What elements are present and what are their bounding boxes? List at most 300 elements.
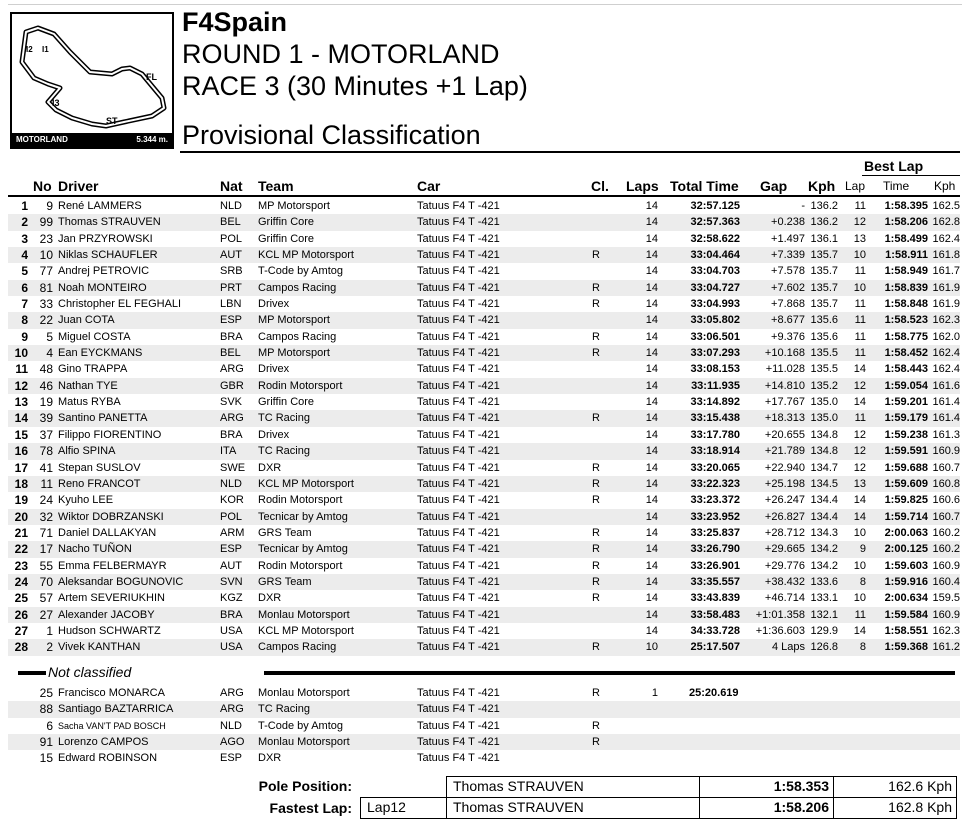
car-model: Tatuus F4 T -421 bbox=[417, 428, 500, 441]
car-number: 5 bbox=[46, 329, 53, 344]
best-lap-time: 1:58.848 bbox=[884, 298, 928, 311]
track-map-icon bbox=[12, 14, 172, 134]
total-time: 33:06.501 bbox=[690, 330, 740, 343]
car-model: Tatuus F4 T -421 bbox=[417, 526, 500, 539]
position: 11 bbox=[15, 362, 28, 377]
class: R bbox=[592, 559, 600, 572]
best-lap-number: 12 bbox=[853, 216, 866, 229]
average-kph: 134.2 bbox=[810, 559, 838, 572]
total-time: 32:58.622 bbox=[690, 232, 740, 245]
total-time: 32:57.363 bbox=[690, 216, 740, 229]
car-number: 25 bbox=[39, 686, 53, 700]
laps: 14 bbox=[645, 412, 658, 425]
driver-name: Sacha VAN'T PAD BOSCH bbox=[58, 720, 166, 731]
laps: 14 bbox=[645, 461, 658, 474]
team-name: DXR bbox=[258, 592, 282, 605]
car-model: Tatuus F4 T -421 bbox=[417, 281, 500, 294]
nationality: ITA bbox=[220, 445, 237, 458]
pole-kph: 162.6 Kph bbox=[833, 776, 957, 798]
class: R bbox=[592, 330, 600, 343]
gap: +8.677 bbox=[771, 314, 805, 327]
laps: 14 bbox=[645, 494, 658, 507]
position: 6 bbox=[21, 280, 28, 295]
car-number: 99 bbox=[39, 215, 53, 230]
result-row bbox=[8, 574, 960, 590]
class: R bbox=[592, 592, 600, 605]
total-time: 33:15.438 bbox=[690, 412, 740, 425]
position: 4 bbox=[21, 248, 28, 263]
best-lap-kph: 161.9 bbox=[932, 281, 960, 294]
total-time: 33:26.901 bbox=[690, 559, 740, 572]
best-lap-time: 1:58.206 bbox=[884, 216, 928, 229]
col-gap: Gap bbox=[760, 178, 788, 194]
car-number: 70 bbox=[39, 574, 53, 589]
best-lap-number: 11 bbox=[854, 298, 866, 311]
car-number: 37 bbox=[39, 427, 53, 442]
class: R bbox=[592, 719, 600, 732]
col-kph: Kph bbox=[808, 178, 836, 194]
title-rule bbox=[180, 151, 960, 153]
gap: +1:36.603 bbox=[755, 624, 805, 637]
result-row bbox=[8, 214, 960, 230]
best-lap-kph: 161.4 bbox=[932, 412, 960, 425]
car-model: Tatuus F4 T -421 bbox=[417, 736, 500, 749]
nationality: POL bbox=[220, 232, 243, 245]
best-lap-time: 2:00.063 bbox=[884, 526, 928, 539]
best-lap-number: 10 bbox=[853, 526, 866, 539]
position: 1 bbox=[21, 199, 28, 213]
total-time: 33:04.464 bbox=[690, 249, 740, 262]
driver-name: Ean EYCKMANS bbox=[58, 347, 143, 360]
total-time: 33:43.839 bbox=[690, 592, 740, 605]
best-lap-kph: 160.2 bbox=[932, 526, 960, 539]
result-row bbox=[8, 312, 960, 328]
best-lap-number: 13 bbox=[853, 477, 866, 490]
col-no: No bbox=[33, 178, 52, 194]
car-model: Tatuus F4 T -421 bbox=[417, 200, 500, 212]
result-row bbox=[8, 476, 960, 492]
nationality: USA bbox=[220, 624, 243, 637]
best-lap-time: 1:59.368 bbox=[884, 641, 928, 654]
best-lap-kph: 160.7 bbox=[932, 510, 960, 523]
best-lap-time: 1:58.395 bbox=[884, 200, 928, 212]
total-time: 33:25.837 bbox=[690, 526, 740, 539]
laps: 14 bbox=[645, 232, 658, 245]
result-row bbox=[8, 623, 960, 639]
total-time: 33:26.790 bbox=[690, 543, 740, 556]
gap: +7.602 bbox=[771, 281, 805, 294]
average-kph: 135.5 bbox=[810, 363, 838, 376]
result-row bbox=[8, 590, 960, 606]
team-name: KCL MP Motorsport bbox=[258, 477, 354, 490]
gap: +28.712 bbox=[764, 526, 805, 539]
team-name: Drivex bbox=[258, 428, 290, 441]
total-time: 34:33.728 bbox=[690, 624, 740, 637]
gap: - bbox=[801, 200, 805, 212]
driver-name: Christopher EL FEGHALI bbox=[58, 298, 182, 311]
best-lap-time: 1:59.584 bbox=[884, 608, 928, 621]
nationality: BRA bbox=[220, 608, 243, 621]
gap: +1:01.358 bbox=[755, 608, 805, 621]
not-classified-header bbox=[8, 663, 960, 681]
best-lap-kph: 161.9 bbox=[932, 298, 960, 311]
best-lap-time: 1:59.609 bbox=[884, 477, 928, 490]
best-lap-number: 12 bbox=[853, 461, 866, 474]
nationality: AUT bbox=[220, 559, 242, 572]
best-lap-time: 1:59.201 bbox=[884, 396, 928, 409]
team-name: T-Code by Amtog bbox=[258, 265, 343, 278]
not-classified-row bbox=[8, 750, 960, 766]
result-row bbox=[8, 378, 960, 394]
laps: 14 bbox=[645, 428, 658, 441]
gap: +38.432 bbox=[764, 575, 805, 588]
result-row bbox=[8, 410, 960, 426]
team-name: Drivex bbox=[258, 363, 290, 376]
laps: 14 bbox=[645, 526, 658, 539]
car-number: 57 bbox=[39, 591, 53, 606]
nationality: PRT bbox=[220, 281, 242, 294]
best-lap-time: 1:59.688 bbox=[884, 461, 928, 474]
best-lap-time: 1:58.551 bbox=[884, 624, 928, 637]
corner-label: ST bbox=[106, 116, 118, 126]
fastest-driver: Thomas STRAUVEN bbox=[446, 797, 700, 819]
gap: +25.198 bbox=[764, 477, 805, 490]
car-model: Tatuus F4 T -421 bbox=[417, 216, 500, 229]
driver-name: Thomas STRAUVEN bbox=[58, 216, 161, 229]
car-model: Tatuus F4 T -421 bbox=[417, 232, 500, 245]
car-model: Tatuus F4 T -421 bbox=[417, 592, 500, 605]
best-lap-number: 12 bbox=[853, 379, 866, 392]
car-number: 78 bbox=[39, 444, 53, 459]
result-row bbox=[8, 541, 960, 557]
position: 24 bbox=[14, 574, 28, 589]
team-name: MP Motorsport bbox=[258, 314, 330, 327]
laps: 14 bbox=[645, 477, 658, 490]
car-number: 1 bbox=[46, 623, 53, 638]
not-classified-row bbox=[8, 718, 960, 734]
team-name: MP Motorsport bbox=[258, 347, 330, 360]
driver-name: Lorenzo CAMPOS bbox=[58, 736, 149, 749]
average-kph: 136.1 bbox=[810, 232, 838, 245]
best-lap-time: 1:59.238 bbox=[884, 428, 928, 441]
average-kph: 134.5 bbox=[810, 477, 838, 490]
car-model: Tatuus F4 T -421 bbox=[417, 543, 500, 556]
laps: 14 bbox=[645, 363, 658, 376]
team-name: TC Racing bbox=[258, 703, 310, 716]
driver-name: Stepan SUSLOV bbox=[58, 461, 141, 474]
car-model: Tatuus F4 T -421 bbox=[417, 494, 500, 507]
position: 16 bbox=[14, 444, 28, 459]
driver-name: Alexander JACOBY bbox=[58, 608, 155, 621]
class: R bbox=[592, 347, 600, 360]
car-number: 2 bbox=[46, 640, 53, 655]
logo-footer bbox=[12, 133, 172, 147]
driver-name: Francisco MONARCA bbox=[58, 687, 165, 699]
team-name: T-Code by Amtog bbox=[258, 719, 343, 732]
laps: 14 bbox=[645, 379, 658, 392]
best-lap-kph: 162.3 bbox=[932, 624, 960, 637]
best-lap-time: 2:00.634 bbox=[884, 592, 928, 605]
average-kph: 133.6 bbox=[810, 575, 838, 588]
best-lap-time: 1:58.443 bbox=[884, 363, 928, 376]
best-lap-number: 11 bbox=[854, 265, 866, 278]
result-row bbox=[8, 607, 960, 623]
result-row bbox=[8, 394, 960, 410]
position: 26 bbox=[14, 607, 28, 622]
position: 19 bbox=[14, 493, 28, 508]
best-lap-time: 1:58.523 bbox=[884, 314, 928, 327]
average-kph: 135.6 bbox=[810, 330, 838, 343]
laps: 14 bbox=[645, 624, 658, 637]
top-rule bbox=[8, 4, 962, 5]
result-row bbox=[8, 492, 960, 508]
best-lap-time: 1:59.916 bbox=[884, 575, 928, 588]
average-kph: 134.3 bbox=[810, 526, 838, 539]
nationality: ARG bbox=[220, 687, 244, 699]
car-model: Tatuus F4 T -421 bbox=[417, 575, 500, 588]
results-table bbox=[8, 198, 960, 656]
gap: +11.028 bbox=[765, 363, 805, 376]
average-kph: 135.7 bbox=[810, 298, 838, 311]
car-model: Tatuus F4 T -421 bbox=[417, 314, 500, 327]
result-row bbox=[8, 296, 960, 312]
best-lap-number: 9 bbox=[859, 543, 866, 556]
round-title: ROUND 1 - MOTORLAND bbox=[182, 39, 500, 69]
laps: 14 bbox=[645, 592, 658, 605]
driver-name: Nacho TUÑON bbox=[58, 543, 132, 556]
driver-name: René LAMMERS bbox=[58, 200, 142, 212]
pole-driver: Thomas STRAUVEN bbox=[446, 776, 700, 798]
result-row bbox=[8, 361, 960, 377]
position: 14 bbox=[14, 411, 28, 426]
gap: 4 Laps bbox=[771, 641, 805, 654]
best-lap-kph: 160.7 bbox=[932, 461, 960, 474]
corner-label: I2 bbox=[26, 45, 33, 54]
position: 21 bbox=[14, 525, 28, 540]
car-model: Tatuus F4 T -421 bbox=[417, 445, 500, 458]
best-lap-kph: 160.9 bbox=[932, 445, 960, 458]
laps: 14 bbox=[645, 396, 658, 409]
driver-name: Filippo FIORENTINO bbox=[58, 428, 162, 441]
driver-name: Emma FELBERMAYR bbox=[58, 559, 167, 572]
total-time: 33:04.727 bbox=[690, 281, 740, 294]
circuit-name: MOTORLAND bbox=[16, 135, 68, 144]
car-number: 77 bbox=[39, 264, 53, 279]
total-time: 33:08.153 bbox=[690, 363, 740, 376]
best-lap-number: 8 bbox=[859, 641, 866, 654]
result-row bbox=[8, 280, 960, 296]
position: 20 bbox=[14, 509, 28, 524]
best-lap-number: 10 bbox=[853, 592, 866, 605]
position: 12 bbox=[14, 378, 28, 393]
team-name: KCL MP Motorsport bbox=[258, 249, 354, 262]
car-number: 6 bbox=[46, 718, 53, 733]
total-time: 33:18.914 bbox=[690, 445, 740, 458]
best-lap-number: 12 bbox=[853, 445, 866, 458]
result-row bbox=[8, 427, 960, 443]
nationality: ESP bbox=[220, 543, 243, 556]
gap: +22.940 bbox=[764, 461, 805, 474]
fastest-lap-label: Fastest Lap: bbox=[269, 800, 352, 816]
average-kph: 134.7 bbox=[810, 461, 838, 474]
car-number: 9 bbox=[46, 199, 53, 213]
total-time: 33:23.372 bbox=[690, 494, 740, 507]
circuit-logo bbox=[10, 12, 174, 149]
gap: +9.376 bbox=[771, 330, 805, 343]
nationality: SVN bbox=[220, 575, 243, 588]
corner-label: I1 bbox=[42, 45, 49, 54]
car-model: Tatuus F4 T -421 bbox=[417, 330, 500, 343]
car-model: Tatuus F4 T -421 bbox=[417, 703, 500, 716]
driver-name: Miguel COSTA bbox=[58, 330, 131, 343]
result-row bbox=[8, 443, 960, 459]
col-best-lap: Best Lap bbox=[864, 158, 924, 174]
best-lap-rule bbox=[862, 175, 960, 176]
best-lap-number: 10 bbox=[853, 559, 866, 572]
position: 2 bbox=[21, 215, 28, 230]
laps: 1 bbox=[651, 687, 658, 699]
best-lap-number: 14 bbox=[853, 624, 866, 637]
gap: +7.339 bbox=[771, 249, 805, 262]
best-lap-time: 1:59.591 bbox=[884, 445, 928, 458]
best-lap-number: 14 bbox=[853, 396, 866, 409]
average-kph: 135.7 bbox=[810, 265, 838, 278]
col-nat: Nat bbox=[220, 178, 243, 194]
nationality: KOR bbox=[220, 494, 244, 507]
best-lap-number: 10 bbox=[853, 281, 866, 294]
average-kph: 134.8 bbox=[810, 445, 838, 458]
driver-name: Niklas SCHAUFLER bbox=[58, 249, 158, 262]
laps: 14 bbox=[645, 559, 658, 572]
best-lap-time: 1:58.839 bbox=[884, 281, 928, 294]
section-dash bbox=[18, 671, 46, 675]
best-lap-number: 11 bbox=[854, 200, 866, 212]
nationality: USA bbox=[220, 641, 243, 654]
driver-name: Nathan TYE bbox=[58, 379, 118, 392]
gap: +20.655 bbox=[764, 428, 805, 441]
team-name: TC Racing bbox=[258, 445, 310, 458]
car-number: 22 bbox=[39, 313, 53, 328]
nationality: AGO bbox=[220, 736, 245, 749]
position: 3 bbox=[21, 231, 28, 246]
car-number: 55 bbox=[39, 558, 53, 573]
pole-time: 1:58.353 bbox=[699, 776, 834, 798]
result-row bbox=[8, 460, 960, 476]
total-time: 25:17.507 bbox=[690, 641, 740, 654]
team-name: Griffin Core bbox=[258, 396, 315, 409]
car-number: 88 bbox=[39, 702, 53, 717]
car-model: Tatuus F4 T -421 bbox=[417, 559, 500, 572]
driver-name: Santiago BAZTARRICA bbox=[58, 703, 174, 716]
best-lap-kph: 162.4 bbox=[932, 347, 960, 360]
laps: 14 bbox=[645, 200, 658, 212]
car-model: Tatuus F4 T -421 bbox=[417, 461, 500, 474]
driver-name: Alfio SPINA bbox=[58, 445, 116, 458]
team-name: Tecnicar by Amtog bbox=[258, 543, 348, 556]
best-lap-kph: 160.8 bbox=[932, 477, 960, 490]
car-number: 39 bbox=[39, 411, 53, 426]
gap: +29.776 bbox=[764, 559, 805, 572]
average-kph: 133.1 bbox=[810, 592, 838, 605]
race-title: RACE 3 (30 Minutes +1 Lap) bbox=[182, 71, 528, 101]
car-model: Tatuus F4 T -421 bbox=[417, 608, 500, 621]
car-model: Tatuus F4 T -421 bbox=[417, 719, 500, 732]
class: R bbox=[592, 575, 600, 588]
nationality: BEL bbox=[220, 347, 241, 360]
position: 25 bbox=[14, 591, 28, 606]
col-driver: Driver bbox=[58, 178, 99, 194]
team-name: Campos Racing bbox=[258, 281, 337, 294]
result-row bbox=[8, 525, 960, 541]
total-time: 33:11.935 bbox=[691, 379, 740, 392]
not-classified-table bbox=[8, 685, 960, 767]
laps: 14 bbox=[645, 216, 658, 229]
gap: +21.789 bbox=[764, 445, 805, 458]
gap: +10.168 bbox=[764, 347, 805, 360]
gap: +26.247 bbox=[764, 494, 805, 507]
total-time: 33:23.952 bbox=[690, 510, 740, 523]
total-time: 33:22.323 bbox=[690, 477, 740, 490]
total-time: 33:14.892 bbox=[690, 396, 740, 409]
position: 9 bbox=[21, 329, 28, 344]
nationality: BEL bbox=[220, 216, 241, 229]
section-bar bbox=[264, 671, 955, 675]
team-name: Monlau Motorsport bbox=[258, 736, 350, 749]
best-lap-number: 11 bbox=[854, 330, 866, 343]
best-lap-time: 1:59.054 bbox=[884, 379, 928, 392]
average-kph: 129.9 bbox=[810, 624, 838, 637]
car-number: 27 bbox=[39, 607, 53, 622]
laps: 14 bbox=[645, 249, 658, 262]
car-model: Tatuus F4 T -421 bbox=[417, 347, 500, 360]
team-name: TC Racing bbox=[258, 412, 310, 425]
best-lap-number: 11 bbox=[854, 412, 866, 425]
average-kph: 135.5 bbox=[810, 347, 838, 360]
car-model: Tatuus F4 T -421 bbox=[417, 641, 500, 654]
nationality: BRA bbox=[220, 428, 243, 441]
nationality: GBR bbox=[220, 379, 244, 392]
best-lap-time: 1:59.603 bbox=[884, 559, 928, 572]
car-model: Tatuus F4 T -421 bbox=[417, 510, 500, 523]
driver-name: Vivek KANTHAN bbox=[58, 641, 141, 654]
best-lap-number: 10 bbox=[853, 249, 866, 262]
best-lap-kph: 159.5 bbox=[932, 592, 960, 605]
team-name: Monlau Motorsport bbox=[258, 608, 350, 621]
nationality: ARG bbox=[220, 363, 244, 376]
driver-name: Hudson SCHWARTZ bbox=[58, 624, 161, 637]
driver-name: Wiktor DOBRZANSKI bbox=[58, 510, 164, 523]
average-kph: 136.2 bbox=[810, 216, 838, 229]
best-lap-number: 14 bbox=[853, 494, 866, 507]
col-team: Team bbox=[258, 178, 294, 194]
not-classified-row bbox=[8, 701, 960, 717]
car-number: 33 bbox=[39, 297, 53, 312]
average-kph: 135.0 bbox=[810, 396, 838, 409]
corner-label: FL bbox=[146, 72, 157, 82]
car-number: 41 bbox=[39, 460, 53, 475]
team-name: Rodin Motorsport bbox=[258, 494, 343, 507]
driver-name: Reno FRANCOT bbox=[58, 477, 141, 490]
nationality: ARG bbox=[220, 412, 244, 425]
team-name: Rodin Motorsport bbox=[258, 379, 343, 392]
driver-name: Daniel DALLAKYAN bbox=[58, 526, 157, 539]
class: R bbox=[592, 641, 600, 654]
best-lap-time: 1:58.949 bbox=[884, 265, 928, 278]
team-name: Rodin Motorsport bbox=[258, 559, 343, 572]
result-row bbox=[8, 509, 960, 525]
total-time: 33:07.293 bbox=[690, 347, 740, 360]
best-lap-kph: 161.4 bbox=[932, 396, 960, 409]
